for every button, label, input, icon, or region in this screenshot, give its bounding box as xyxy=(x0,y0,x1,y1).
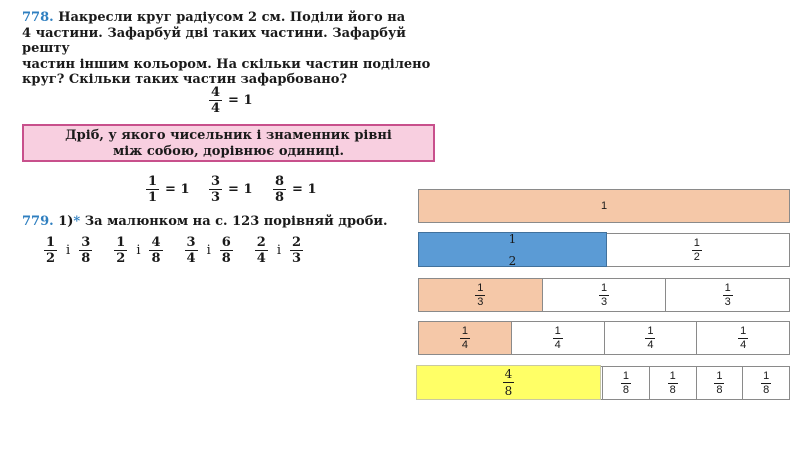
fraction-pair xyxy=(112,236,164,265)
denominator: 4 xyxy=(647,338,654,351)
task-line: круг? Скільки таких частин зафарбовано? xyxy=(22,72,348,87)
denominator: 3 xyxy=(211,190,221,205)
denominator: 2 xyxy=(693,250,700,263)
numerator: 1 xyxy=(508,231,517,246)
fraction xyxy=(209,86,222,115)
numerator: 4 xyxy=(504,367,513,381)
denominator: 2 xyxy=(508,253,517,268)
numerator: 2 xyxy=(256,235,266,250)
numerator: 3 xyxy=(81,235,91,250)
equation-4-4 xyxy=(207,86,257,115)
numerator: 1 xyxy=(669,369,676,382)
example-equation xyxy=(144,175,194,204)
denominator: 8 xyxy=(221,251,231,266)
equation-rest: = 1 xyxy=(292,182,317,197)
rule-box xyxy=(22,124,435,162)
whole-label: 1 xyxy=(600,200,608,212)
bar-cell-half xyxy=(605,234,790,266)
fraction-pairs xyxy=(42,236,323,265)
task-779-text xyxy=(22,214,442,230)
bar-quarters xyxy=(418,321,790,355)
numerator: 3 xyxy=(211,174,221,189)
and-word: і xyxy=(276,243,282,258)
denominator: 8 xyxy=(275,190,285,205)
numerator: 1 xyxy=(477,281,484,294)
denominator: 8 xyxy=(622,383,629,396)
bar-cell-quarter xyxy=(512,322,605,354)
task-line: Накресли круг радіусом 2 см. Поділи його на xyxy=(58,10,406,25)
numerator: 6 xyxy=(221,235,231,250)
denominator: 4 xyxy=(554,338,561,351)
bar-whole xyxy=(418,189,790,223)
numerator: 4 xyxy=(211,85,221,100)
rule-line-2: між собою, дорівнює одиниці. xyxy=(112,144,345,159)
denominator: 8 xyxy=(669,383,676,396)
numerator: 1 xyxy=(554,324,561,337)
denominator: 8 xyxy=(716,383,723,396)
example-equation xyxy=(271,175,321,204)
bar-cell-whole xyxy=(419,190,789,222)
bar-cell-third xyxy=(666,279,789,311)
task-number: 778. xyxy=(22,10,54,25)
equation-rest: = 1 xyxy=(228,182,253,197)
rule-line-1: Дріб, у якого чисельник і знаменник рівні xyxy=(65,128,392,143)
numerator: 1 xyxy=(622,369,629,382)
denominator: 3 xyxy=(292,251,302,266)
numerator: 1 xyxy=(647,324,654,337)
denominator: 3 xyxy=(600,295,608,308)
bar-cell-quarter xyxy=(419,322,512,354)
numerator: 1 xyxy=(46,235,56,250)
numerator: 4 xyxy=(151,235,161,250)
numerator: 1 xyxy=(600,281,608,294)
bar-cell-eighth xyxy=(650,367,697,399)
numerator: 1 xyxy=(763,369,770,382)
bar-cell-eighth xyxy=(743,367,789,399)
bar-cell-third xyxy=(419,279,543,311)
bar-thirds xyxy=(418,278,790,312)
fraction-pair xyxy=(253,236,305,265)
and-word: і xyxy=(66,243,71,258)
denominator: 3 xyxy=(477,295,484,308)
example-equation xyxy=(207,175,257,204)
numerator: 1 xyxy=(740,324,747,337)
numerator: 1 xyxy=(461,324,468,337)
and-word: і xyxy=(206,243,211,258)
fraction-pair xyxy=(42,236,94,265)
bar-cell-eighth xyxy=(603,367,650,399)
task-line: За малюнком на с. 123 порівняй дроби. xyxy=(84,214,388,229)
denominator: 8 xyxy=(763,383,770,396)
bar-cell-third xyxy=(543,279,667,311)
denominator: 4 xyxy=(461,338,468,351)
denominator: 2 xyxy=(116,251,126,266)
bar-cell-quarter xyxy=(697,322,789,354)
denominator: 1 xyxy=(148,190,158,205)
bar-cell-eighth xyxy=(697,367,744,399)
denominator: 8 xyxy=(81,251,91,266)
equation-rest: = 1 xyxy=(228,93,253,108)
numerator: 3 xyxy=(186,235,196,250)
and-word: і xyxy=(136,243,141,258)
equation-rest: = 1 xyxy=(165,182,190,197)
numerator: 1 xyxy=(693,236,700,249)
denominator: 4 xyxy=(211,101,221,116)
denominator: 3 xyxy=(724,295,731,308)
task-part: 1) xyxy=(58,214,74,229)
star-marker: * xyxy=(73,214,81,229)
task-line: частин іншим кольором. На скільки частин поділено xyxy=(22,56,431,72)
denominator: 8 xyxy=(504,384,513,398)
task-778-text xyxy=(22,10,442,88)
denominator: 4 xyxy=(740,338,747,351)
bar-cell-quarter xyxy=(605,322,698,354)
denominator: 2 xyxy=(46,251,56,266)
numerator: 2 xyxy=(292,235,302,250)
half-overlay-block[interactable] xyxy=(418,232,607,267)
four-eighths-overlay-block[interactable] xyxy=(416,365,601,400)
numerator: 1 xyxy=(724,281,731,294)
numerator: 1 xyxy=(148,174,158,189)
numerator: 1 xyxy=(716,369,723,382)
numerator: 8 xyxy=(275,174,285,189)
denominator: 4 xyxy=(256,251,266,266)
task-line: 4 частини. Зафарбуй дві таких частини. Зафарбуй решту xyxy=(22,25,406,56)
fraction-pair xyxy=(183,236,235,265)
denominator: 8 xyxy=(151,251,161,266)
numerator: 1 xyxy=(116,235,126,250)
task-number: 779. xyxy=(22,214,54,229)
denominator: 4 xyxy=(186,251,196,266)
